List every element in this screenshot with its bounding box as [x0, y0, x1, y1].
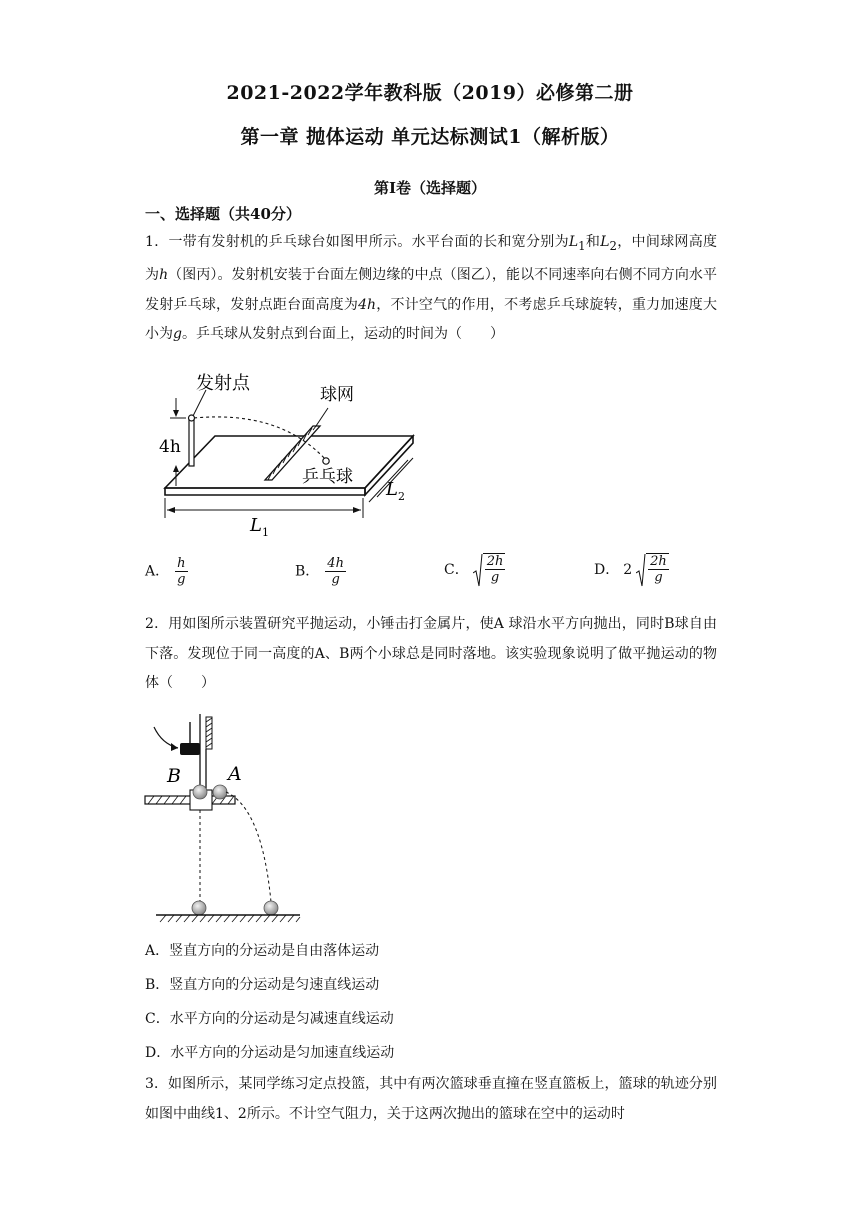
q1-text-part: 。乒乓球从发射点到台面上，运动的时间为（ ） [181, 326, 504, 343]
var-L2-sub: 2 [609, 238, 617, 253]
label-net: 球网 [320, 385, 354, 405]
q1-option-c [444, 553, 505, 587]
q1-text-part: ，不计空气的作用，不考虑乒乓球旋转，重力加速度大小为 [145, 296, 718, 343]
q2-option-c: C．水平方向的分运动是匀减速直线运动 [145, 1011, 394, 1027]
var-h: h [159, 267, 169, 284]
label-4h: 4h [159, 437, 181, 457]
label-A: A [228, 763, 242, 785]
q1-option-a [145, 556, 188, 587]
frac-den: g [654, 570, 663, 585]
fraction-4h-over-g [325, 556, 346, 587]
section-title: 一、选择题（共40分） [145, 205, 301, 223]
label-L1-sub: 1 [262, 526, 269, 538]
var-g: g [173, 326, 182, 343]
question-2-text: 2．用如图所示装置研究平抛运动，小锤击打金属片，使A 球沿水平方向抛出，同时B球自由下落。发现位于同一高度的A、B两个小球总是同时落地。该实验现象说明了做平抛运动的物体（ ） [145, 616, 717, 691]
ping-pong-table-figure [150, 368, 430, 538]
var-L2: L [600, 234, 610, 250]
fraction-2h-over-g [648, 554, 669, 587]
q1-text-and: 和 [585, 234, 601, 250]
option-letter: C． [444, 562, 469, 578]
fraction-h-over-g [175, 556, 187, 587]
q1-text-part: ，中间球网高度为 [145, 234, 718, 284]
q2-option-a: A．竖直方向的分运动是自由落体运动 [145, 943, 380, 959]
q1-text-part: （图丙）。发射机安装于台面左侧边缘的中点（图乙），能以不同速率向右侧不同方向水平发射乒乓球，发射点距台面高度为 [145, 267, 718, 313]
q1-option-b [295, 556, 346, 587]
sqrt-2h-over-g [473, 553, 506, 587]
frac-num: 2h [486, 554, 504, 569]
var-L1-sub: 1 [578, 238, 586, 253]
question-1-text [145, 228, 717, 350]
frac-den: g [331, 572, 340, 587]
option-letter: D． [594, 562, 620, 578]
q1-option-d [594, 553, 669, 587]
question-3-text: 3．如图所示，某同学练习定点投篮，其中有两次篮球垂直撞在竖直篮板上，篮球的轨迹分别如图中曲线1、2所示。不计空气阻力，关于这两次抛出的篮球在空中的运动时 [145, 1076, 717, 1122]
var-4h: 4h [358, 296, 377, 313]
sqrt-2h-over-g [636, 553, 669, 587]
label-launch-point: 发射点 [196, 373, 250, 394]
frac-num: 2h [650, 554, 667, 569]
q2-option-d: D．水平方向的分运动是匀加速直线运动 [145, 1045, 395, 1061]
fraction-2h-over-g [485, 554, 506, 587]
frac-num: h [177, 556, 186, 571]
q1-text-part: 1．一带有发射机的乒乓球台如图甲所示。水平台面的长和宽分别为 [145, 234, 569, 250]
label-ball: 乒乓球 [302, 467, 353, 487]
frac-den: g [490, 570, 500, 585]
label-L2-sub: 2 [398, 490, 405, 503]
option-letter: B． [295, 563, 320, 580]
projectile-apparatus-figure [140, 712, 310, 924]
frac-num: 4h [327, 556, 344, 571]
var-L1: L [568, 234, 579, 250]
coefficient: 2 [623, 562, 633, 578]
document-title-line2: 第一章 抛体运动 单元达标测试1（解析版） [240, 126, 620, 148]
document-title-line1: 2021-2022学年教科版（2019）必修第二册 [226, 82, 634, 104]
part-title: 第I卷（选择题） [373, 179, 487, 197]
frac-den: g [177, 572, 186, 587]
label-L1: L [250, 515, 262, 536]
q2-option-b: B．竖直方向的分运动是匀速直线运动 [145, 977, 380, 993]
label-L2: L [386, 479, 398, 500]
option-letter: A． [145, 563, 170, 580]
label-B: B [167, 765, 181, 787]
